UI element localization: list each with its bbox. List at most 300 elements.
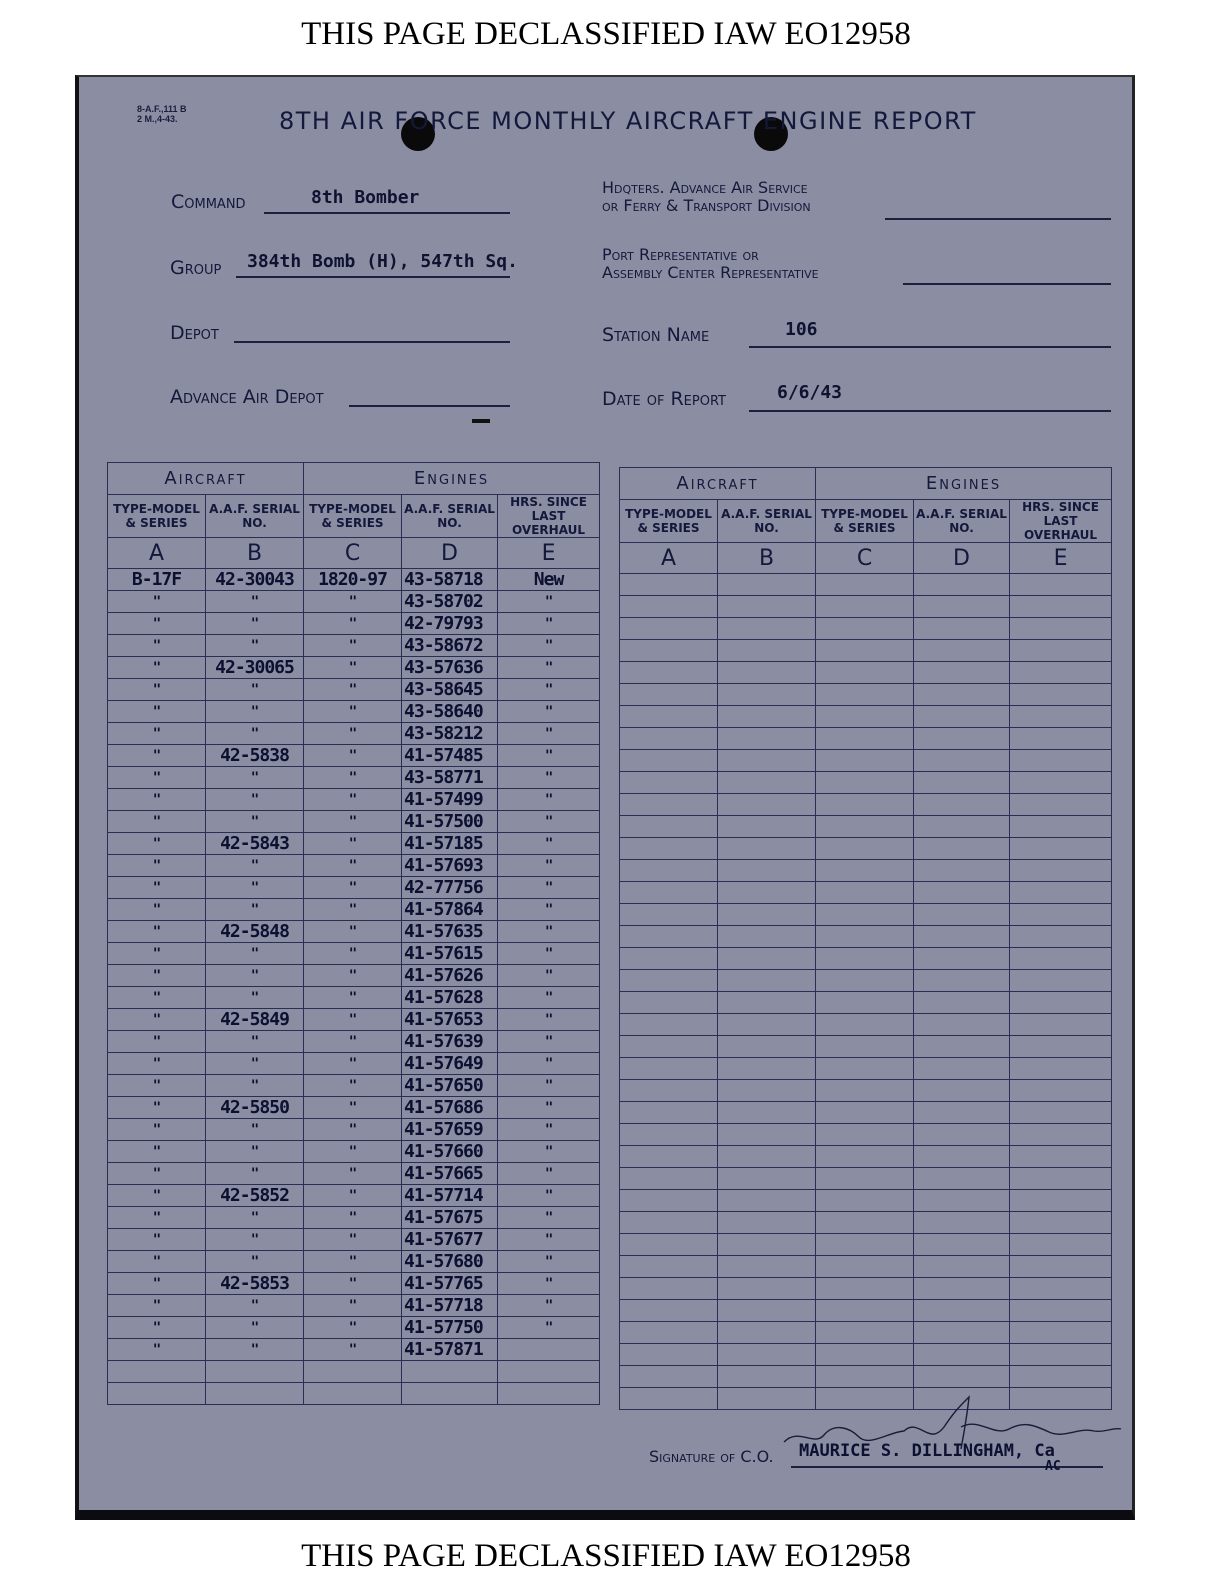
cell-b: [718, 1300, 816, 1322]
cell-e: ": [498, 943, 600, 965]
cell-d: [914, 1124, 1010, 1146]
cell-c: ": [304, 1295, 402, 1317]
cell-e: ": [498, 701, 600, 723]
cell-e: [1010, 574, 1112, 596]
cell-c: [816, 838, 914, 860]
cell-a: ": [108, 613, 206, 635]
cell-c: ": [304, 921, 402, 943]
cell-e: [1010, 1146, 1112, 1168]
cell-c: [816, 574, 914, 596]
cell-d: 41-57677: [402, 1229, 498, 1251]
table-row: [108, 833, 600, 855]
cell-a: [620, 1322, 718, 1344]
cell-a: [620, 1080, 718, 1102]
cell-c: [816, 1124, 914, 1146]
cell-a: ": [108, 1097, 206, 1119]
cell-b: 42-5849: [206, 1009, 304, 1031]
cell-d: 41-57871: [402, 1339, 498, 1361]
col-letter-d: D: [914, 543, 1010, 574]
cell-e: ": [498, 1075, 600, 1097]
cell-a: ": [108, 811, 206, 833]
cell-e: [1010, 1036, 1112, 1058]
cell-b: [718, 596, 816, 618]
cell-d: [914, 1278, 1010, 1300]
cell-e: [1010, 1300, 1112, 1322]
cell-d: [914, 574, 1010, 596]
cell-c: ": [304, 1317, 402, 1339]
report-title: 8TH AIR FORCE MONTHLY AIRCRAFT ENGINE REPORT: [279, 107, 977, 135]
cell-b: 42-5850: [206, 1097, 304, 1119]
cell-c: [816, 1278, 914, 1300]
cell-e: New: [498, 569, 600, 591]
cell-b: [718, 618, 816, 640]
cell-c: ": [304, 1229, 402, 1251]
table-row: [620, 1344, 1112, 1366]
cell-c: ": [304, 1075, 402, 1097]
cell-e: ": [498, 1009, 600, 1031]
cell-c: [816, 728, 914, 750]
cell-b: ": [206, 1317, 304, 1339]
cell-b: [718, 1344, 816, 1366]
cell-d: 41-57659: [402, 1119, 498, 1141]
station-name-underline: [749, 346, 1111, 348]
cell-d: 41-57750: [402, 1317, 498, 1339]
table-row: [620, 772, 1112, 794]
cell-b: ": [206, 1075, 304, 1097]
signature-suffix: AC: [1045, 1459, 1061, 1474]
cell-a: [620, 1212, 718, 1234]
cell-b: ": [206, 855, 304, 877]
cell-d: [914, 1366, 1010, 1388]
cell-a: ": [108, 701, 206, 723]
cell-a: [620, 750, 718, 772]
cell-a: ": [108, 1317, 206, 1339]
table-row: [108, 767, 600, 789]
cell-a: ": [108, 877, 206, 899]
cell-d: [914, 992, 1010, 1014]
cell-a: [620, 838, 718, 860]
cell-d: [914, 1256, 1010, 1278]
cell-c: ": [304, 987, 402, 1009]
cell-d: 41-57675: [402, 1207, 498, 1229]
cell-d: [914, 838, 1010, 860]
cell-a: [108, 1361, 206, 1383]
depot-underline: [234, 341, 510, 343]
cell-a: ": [108, 635, 206, 657]
group-value: 384th Bomb (H), 547th Sq.: [247, 251, 518, 272]
cell-e: ": [498, 1163, 600, 1185]
table-row: [620, 1168, 1112, 1190]
cell-b: ": [206, 1207, 304, 1229]
table-row: [620, 926, 1112, 948]
cell-b: [718, 1366, 816, 1388]
cell-b: ": [206, 1053, 304, 1075]
table-row: [620, 992, 1112, 1014]
cell-d: 41-57650: [402, 1075, 498, 1097]
cell-d: [914, 1146, 1010, 1168]
cell-e: [1010, 1212, 1112, 1234]
form-number-line1: 8-A.F.,111 B: [137, 104, 187, 114]
cell-a: ": [108, 1339, 206, 1361]
cell-a: [620, 1190, 718, 1212]
port-underline: [903, 283, 1111, 285]
hrs-since-overhaul-header: HRS. SINCE LAST OVERHAUL: [498, 495, 600, 538]
cell-d: 41-57500: [402, 811, 498, 833]
cell-c: [816, 1080, 914, 1102]
cell-b: ": [206, 987, 304, 1009]
cell-d: 41-57718: [402, 1295, 498, 1317]
cell-a: ": [108, 1009, 206, 1031]
cell-d: 41-57665: [402, 1163, 498, 1185]
cell-d: [914, 948, 1010, 970]
group-label: Group: [170, 257, 222, 279]
cell-e: [1010, 904, 1112, 926]
cell-e: ": [498, 899, 600, 921]
report-sheet: [75, 75, 1135, 1520]
engine-serial-header: A.A.F. SERIAL NO.: [402, 495, 498, 538]
cell-d: [914, 882, 1010, 904]
cell-b: ": [206, 635, 304, 657]
cell-b: [718, 970, 816, 992]
cell-e: ": [498, 1207, 600, 1229]
hdqtrs-underline: [885, 218, 1111, 220]
cell-a: B-17F: [108, 569, 206, 591]
cell-c: ": [304, 1119, 402, 1141]
table-row: [108, 987, 600, 1009]
cell-b: [718, 860, 816, 882]
cell-b: ": [206, 1119, 304, 1141]
cell-d: 43-58645: [402, 679, 498, 701]
cell-a: ": [108, 833, 206, 855]
cell-b: [718, 1256, 816, 1278]
cell-a: ": [108, 855, 206, 877]
cell-a: ": [108, 745, 206, 767]
cell-d: [914, 772, 1010, 794]
cell-a: [620, 640, 718, 662]
table-row: [620, 1212, 1112, 1234]
hrs-since-overhaul-header: HRS. SINCE LAST OVERHAUL: [1010, 500, 1112, 543]
table-row: [620, 1102, 1112, 1124]
cell-b: ": [206, 1163, 304, 1185]
cell-b: [718, 1168, 816, 1190]
cell-a: ": [108, 1229, 206, 1251]
cell-e: [1010, 706, 1112, 728]
table-row: [620, 948, 1112, 970]
cell-e: [1010, 970, 1112, 992]
cell-d: [914, 728, 1010, 750]
cell-b: [718, 948, 816, 970]
cell-d: 41-57626: [402, 965, 498, 987]
cell-a: [620, 574, 718, 596]
cell-d: 42-77756: [402, 877, 498, 899]
cell-b: [718, 684, 816, 706]
cell-a: ": [108, 1119, 206, 1141]
cell-b: ": [206, 613, 304, 635]
cell-b: [718, 882, 816, 904]
cell-a: [620, 816, 718, 838]
cell-e: ": [498, 855, 600, 877]
cell-a: ": [108, 767, 206, 789]
signature-typed-name: MAURICE S. DILLINGHAM, Ca: [799, 1441, 1055, 1461]
cell-e: ": [498, 1273, 600, 1295]
col-letter-b: B: [206, 538, 304, 569]
cell-b: [718, 750, 816, 772]
cell-d: [914, 1190, 1010, 1212]
cell-a: [620, 1058, 718, 1080]
table-row: [108, 1251, 600, 1273]
cell-c: ": [304, 1185, 402, 1207]
cell-e: ": [498, 1251, 600, 1273]
cell-c: [816, 750, 914, 772]
table-row: [620, 706, 1112, 728]
cell-b: ": [206, 1031, 304, 1053]
cell-a: [620, 706, 718, 728]
cell-b: ": [206, 899, 304, 921]
cell-a: ": [108, 1273, 206, 1295]
aircraft-serial-header: A.A.F. SERIAL NO.: [718, 500, 816, 543]
signature-label: Signature of C.O.: [649, 1447, 774, 1466]
cell-c: [816, 1366, 914, 1388]
cell-c: [816, 772, 914, 794]
cell-d: [914, 1322, 1010, 1344]
cell-b: [718, 1146, 816, 1168]
cell-b: [718, 574, 816, 596]
cell-a: [620, 882, 718, 904]
cell-a: ": [108, 723, 206, 745]
cell-d: [914, 684, 1010, 706]
cell-c: ": [304, 811, 402, 833]
cell-d: 41-57639: [402, 1031, 498, 1053]
cell-d: [402, 1361, 498, 1383]
cell-b: [206, 1383, 304, 1405]
cell-d: [914, 794, 1010, 816]
cell-c: [816, 1102, 914, 1124]
cell-d: [402, 1383, 498, 1405]
depot-label: Depot: [170, 322, 219, 344]
aircraft-type-header: TYPE-MODEL & SERIES: [620, 500, 718, 543]
table-row: [108, 723, 600, 745]
cell-b: [718, 904, 816, 926]
cell-d: [914, 750, 1010, 772]
cell-b: [718, 728, 816, 750]
cell-c: ": [304, 679, 402, 701]
cell-b: [206, 1361, 304, 1383]
cell-d: [914, 1168, 1010, 1190]
cell-c: ": [304, 613, 402, 635]
cell-b: ": [206, 789, 304, 811]
table-row: [620, 970, 1112, 992]
cell-c: ": [304, 965, 402, 987]
table-row: [620, 816, 1112, 838]
port-label-line1: Port Representative or: [602, 245, 759, 264]
cell-e: [1010, 860, 1112, 882]
cell-d: 41-57660: [402, 1141, 498, 1163]
cell-c: ": [304, 591, 402, 613]
table-row: [108, 899, 600, 921]
table-row: [108, 789, 600, 811]
table-row: [108, 1163, 600, 1185]
table-row: [108, 613, 600, 635]
cell-d: [914, 1212, 1010, 1234]
cell-e: [1010, 750, 1112, 772]
cell-d: 41-57615: [402, 943, 498, 965]
table-row: [620, 640, 1112, 662]
cell-e: [1010, 1344, 1112, 1366]
cell-b: 42-5853: [206, 1273, 304, 1295]
table-row: [620, 904, 1112, 926]
cell-c: [816, 640, 914, 662]
cell-a: [620, 728, 718, 750]
cell-c: ": [304, 1009, 402, 1031]
table-row: [620, 618, 1112, 640]
cell-a: [620, 992, 718, 1014]
cell-c: ": [304, 1141, 402, 1163]
table-row: [108, 1273, 600, 1295]
hdqtrs-label-line2: or Ferry & Transport Division: [602, 196, 811, 215]
aircraft-type-header: TYPE-MODEL & SERIES: [108, 495, 206, 538]
cell-e: [1010, 1256, 1112, 1278]
cell-c: 1820-97: [304, 569, 402, 591]
table-row: [108, 877, 600, 899]
cell-b: [718, 1322, 816, 1344]
cell-a: [620, 1256, 718, 1278]
cell-c: [816, 1322, 914, 1344]
table-row: [108, 569, 600, 591]
cell-b: [718, 816, 816, 838]
cell-d: [914, 926, 1010, 948]
cell-e: ": [498, 921, 600, 943]
cell-e: [1010, 1234, 1112, 1256]
cell-d: [914, 1344, 1010, 1366]
cell-a: [620, 904, 718, 926]
cell-d: 41-57686: [402, 1097, 498, 1119]
cell-c: ": [304, 899, 402, 921]
cell-c: [816, 662, 914, 684]
cell-e: [1010, 948, 1112, 970]
cell-b: [718, 794, 816, 816]
cell-c: [816, 684, 914, 706]
cell-c: ": [304, 1207, 402, 1229]
cell-c: ": [304, 833, 402, 855]
table-row: [620, 1256, 1112, 1278]
cell-c: [816, 970, 914, 992]
cell-a: ": [108, 965, 206, 987]
cell-c: [816, 1058, 914, 1080]
declassified-banner-bottom: THIS PAGE DECLASSIFIED IAW EO12958: [301, 1538, 911, 1574]
cell-b: ": [206, 1339, 304, 1361]
cell-e: [1010, 618, 1112, 640]
table-row: [108, 965, 600, 987]
cell-a: [620, 684, 718, 706]
cell-c: [304, 1361, 402, 1383]
table-row: [620, 596, 1112, 618]
cell-a: ": [108, 943, 206, 965]
advance-air-depot-label: Advance Air Depot: [170, 386, 324, 408]
cell-e: ": [498, 679, 600, 701]
cell-c: ": [304, 745, 402, 767]
table-row: [108, 1229, 600, 1251]
cell-a: [620, 1146, 718, 1168]
port-label-line2: Assembly Center Representative: [602, 263, 819, 282]
left-report-table: [107, 462, 600, 1405]
cell-b: [718, 662, 816, 684]
date-of-report-label: Date of Report: [602, 388, 726, 410]
cell-e: [1010, 772, 1112, 794]
cell-e: [1010, 684, 1112, 706]
station-name-value: 106: [785, 319, 818, 340]
table-row: [108, 1361, 600, 1383]
group-underline: [236, 276, 510, 278]
table-row: [108, 1053, 600, 1075]
cell-e: [1010, 1168, 1112, 1190]
table-row: [620, 1278, 1112, 1300]
cell-d: [914, 1036, 1010, 1058]
cell-c: ": [304, 1339, 402, 1361]
cell-c: ": [304, 767, 402, 789]
cell-d: 41-57485: [402, 745, 498, 767]
cell-c: [816, 1146, 914, 1168]
cell-b: ": [206, 943, 304, 965]
cell-c: [816, 992, 914, 1014]
cell-c: [816, 904, 914, 926]
engines-group-header: Engines: [816, 468, 1112, 500]
cell-b: ": [206, 723, 304, 745]
cell-d: [914, 640, 1010, 662]
command-underline: [264, 212, 510, 214]
table-row: [620, 684, 1112, 706]
cell-b: 42-5852: [206, 1185, 304, 1207]
table-row: [108, 635, 600, 657]
engine-serial-header: A.A.F. SERIAL NO.: [914, 500, 1010, 543]
cell-e: [1010, 926, 1112, 948]
command-label: Command: [171, 191, 246, 213]
table-row: [108, 921, 600, 943]
cell-b: 42-30043: [206, 569, 304, 591]
col-letter-b: B: [718, 543, 816, 574]
cell-b: ": [206, 679, 304, 701]
cell-a: ": [108, 1053, 206, 1075]
cell-e: [1010, 1278, 1112, 1300]
cell-d: 43-57636: [402, 657, 498, 679]
table-row: [620, 1366, 1112, 1388]
table-row: [108, 855, 600, 877]
cell-b: ": [206, 877, 304, 899]
cell-c: ": [304, 657, 402, 679]
cell-c: ": [304, 1031, 402, 1053]
cell-c: ": [304, 943, 402, 965]
cell-a: ": [108, 789, 206, 811]
cell-d: 41-57635: [402, 921, 498, 943]
cell-d: 41-57628: [402, 987, 498, 1009]
cell-e: [1010, 1190, 1112, 1212]
declassified-banner-top: THIS PAGE DECLASSIFIED IAW EO12958: [301, 16, 911, 52]
table-row: [620, 1146, 1112, 1168]
cell-e: [1010, 838, 1112, 860]
cell-a: [620, 1234, 718, 1256]
cell-a: [620, 1036, 718, 1058]
cell-c: ": [304, 855, 402, 877]
command-value: 8th Bomber: [311, 187, 420, 208]
cell-c: ": [304, 1273, 402, 1295]
right-report-table: [619, 467, 1112, 1410]
cell-a: ": [108, 1075, 206, 1097]
cell-e: [1010, 1124, 1112, 1146]
cell-e: [1010, 728, 1112, 750]
cell-b: 42-30065: [206, 657, 304, 679]
cell-a: ": [108, 1141, 206, 1163]
form-number: [137, 104, 187, 124]
cell-c: ": [304, 1097, 402, 1119]
